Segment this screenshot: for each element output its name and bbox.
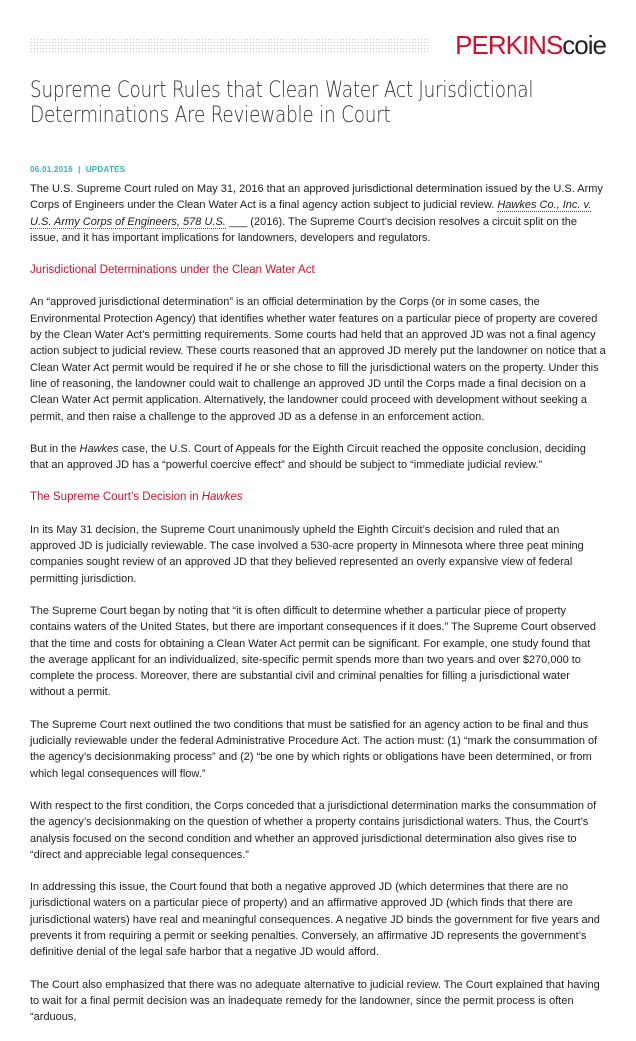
paragraph: The Supreme Court next outlined the two conditions that must be satisfied for an agency action to be final and thus judicially reviewable under the federal Administrative Procedure Act. The action must: (1) “mark the consummation of the agency’s decisionmaking process” and (2) “be one by which rights or obligations have been determined, or from which legal consequences will flow.” <box>30 718 598 780</box>
article-body <box>30 181 606 1041</box>
text: case, the U.S. Court of Appeals for the Eighth Circuit reached the opposite conclusion, deciding that an approved JD has a “powerful coercive effect” and should be subject to “immediate judicial review.” <box>30 442 586 472</box>
logo-coie: coie <box>562 30 606 60</box>
text: But in the <box>30 442 80 455</box>
paragraph: In its May 31 decision, the Supreme Court unanimously upheld the Eighth Circuit’s decision and ruled that an approved JD is judicially reviewable. The case involved a 530-acre property in Minnesota where three peat mining companies sought review of an approved JD that they believed represented an overly expansive view of federal permitting jurisdiction. <box>30 523 584 585</box>
article-meta <box>30 165 125 174</box>
paragraph: An “approved jurisdictional determination” is an official determination by the Corps (or in some cases, the Environmental Protection Agency) that identifies whether water features on a particular piece of property are covered by the Clean Water Act’s permitting requirements. Some courts had held that an approved JD was not a final agency action subject to judicial review. These courts reasoned that an approved JD merely put the landowner on notice that a Clean Water Act permit would be required if he or she chose to fill the jurisdictional waters on the property. Under this line of reasoning, the landowner could wait to challenge an approved JD until the Corps made a final decision on a Clean Water Act permit application. Alternatively, the landowner could proceed with development without seeking a permit, and then raise a challenge to the approved JD as a defense in an enforcement action. <box>30 296 606 423</box>
text: ___ (2016). The Supreme Court’s decision resolves a circuit split on the issue, and it has important implications for landowners, developers and regulators. <box>30 215 578 244</box>
page-title: Supreme Court Rules that Clean Water Act Jurisdictional Determinations Are Reviewable in Court <box>30 77 534 128</box>
text: The Supreme Court’s Decision in <box>30 491 202 504</box>
date: 06.01.2016 <box>30 165 74 174</box>
section-heading: Jurisdictional Determinations under the Clean Water Act <box>30 264 315 277</box>
paragraph: With respect to the first condition, the Corps conceded that a jurisdictional determination marks the consummation of the agency’s decisionmaking on the question of whether a property contains jurisdictional waters. Thus, the Court’s analysis focused on the second condition and whether an approved jurisdictional determination also gives rise to “direct and appreciable legal consequences.” <box>30 799 597 861</box>
category-link[interactable]: UPDATES <box>85 165 126 174</box>
separator: | <box>78 165 81 174</box>
paragraph: In addressing this issue, the Court found that both a negative approved JD (which determines that there are no jurisdictional waters on a particular piece of property) and an affirmative approved JD (which finds that there are jurisdictional waters) have real and meaningful consequences. A negative JD binds the government for five years and prevents it from requiring a permit or seeking penalties. Conversely, an affirmative JD represents the government’s definitive denial of the legal safe harbor that a negative JD would afford. <box>30 881 600 959</box>
section-heading <box>30 489 606 505</box>
paragraph <box>30 181 606 246</box>
case-name: Hawkes <box>79 442 119 455</box>
case-name: Hawkes <box>201 491 243 504</box>
paragraph: The Supreme Court began by noting that “it is often difficult to determine whether a particular piece of property contains waters of the United States, but there are important consequences if it does.” The Supreme Court observed that the time and costs for obtaining a Clean Water Act permit can be significant. For example, one study found that the average applicant for an individualized, site-specific permit spends more than two years and over $270,000 to complete the process. Moreover, there are substantial civil and criminal penalties for filling a jurisdictional water without a permit. <box>30 604 596 699</box>
header <box>30 30 606 60</box>
dot-pattern <box>30 38 428 52</box>
paragraph <box>30 441 606 474</box>
paragraph: The Court also emphasized that there was no adequate alternative to judicial review. The Court explained that having to wait for a final permit decision was an inadequate remedy for the landowner, since the permit process is often “arduous, <box>30 978 600 1024</box>
logo-perkins: PERKINS <box>455 30 563 60</box>
case-citation-link[interactable]: Hawkes Co., Inc. v. U.S. Army Corps of Engineers, 578 U.S. <box>30 199 592 228</box>
text: The U.S. Supreme Court ruled on May 31, 2016 that an approved jurisdictional determination issued by the U.S. Army Corps of Engineers under the Clean Water Act is a final agency action subject to judicial review. <box>30 183 603 212</box>
perkins-coie-logo[interactable] <box>455 30 606 61</box>
